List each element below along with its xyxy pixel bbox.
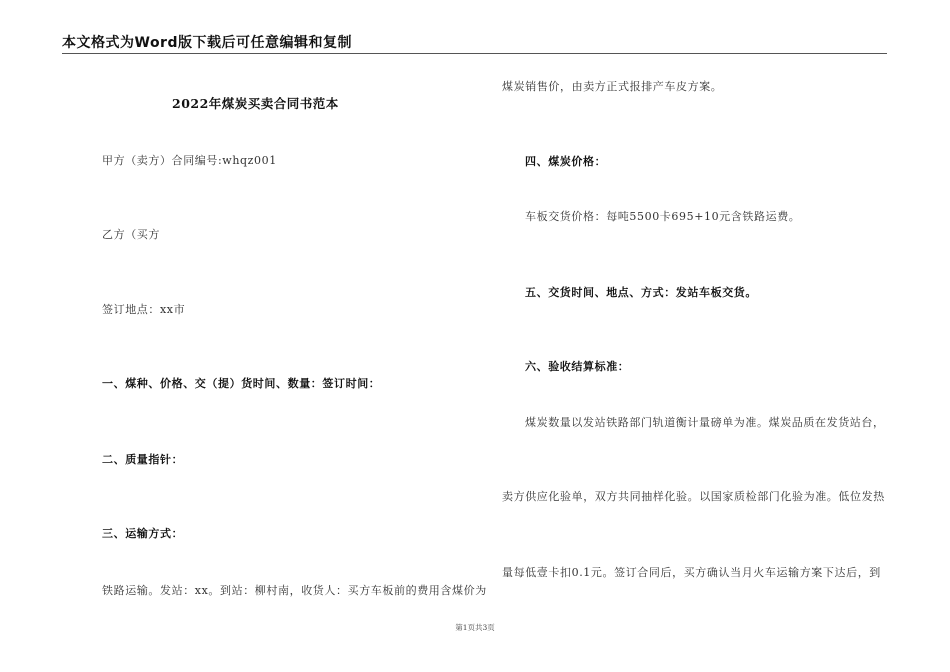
section-3-heading: 三、运输方式： — [102, 527, 184, 540]
acceptance-paragraph-line-2: 卖方供应化验单，双方共同抽样化验。以国家质检部门化验为准。低位发热 — [502, 490, 885, 503]
party-a-line: 甲方（卖方）合同编号:whqz001 — [102, 154, 277, 167]
section-2-heading: 二、质量指针： — [102, 453, 184, 466]
section-4-heading: 四、煤炭价格： — [525, 155, 607, 168]
section-6-heading: 六、验收结算标准： — [525, 360, 630, 373]
header-divider — [62, 53, 887, 54]
section-5-heading: 五、交货时间、地点、方式：发站车板交货。 — [525, 286, 757, 299]
transport-paragraph-line: 铁路运输。发站：xx。到站：柳村南，收货人：买方车板前的费用含煤价为 — [102, 584, 487, 597]
page-header: 本文格式为Word版下载后可任意编辑和复制 — [62, 35, 352, 51]
price-detail-line: 车板交货价格：每吨5500卡695+10元含铁路运费。 — [525, 210, 801, 223]
signing-location-line: 签订地点：xx市 — [102, 303, 186, 316]
acceptance-paragraph-line-1: 煤炭数量以发站铁路部门轨道衡计量磅单为准。煤炭品质在发货站台， — [525, 416, 885, 429]
page-number: 第1页共3页 — [455, 623, 495, 632]
acceptance-paragraph-line-3: 量每低壹卡扣0.1元。签订合同后，买方确认当月火车运输方案下达后，到 — [502, 566, 881, 579]
party-b-line: 乙方（买方 — [102, 228, 160, 241]
section-1-heading: 一、煤种、价格、交（提）货时间、数量：签订时间： — [102, 377, 381, 390]
document-title: 2022年煤炭买卖合同书范本 — [172, 96, 339, 111]
price-continuation-line: 煤炭销售价，由卖方正式报排产车皮方案。 — [502, 80, 723, 93]
